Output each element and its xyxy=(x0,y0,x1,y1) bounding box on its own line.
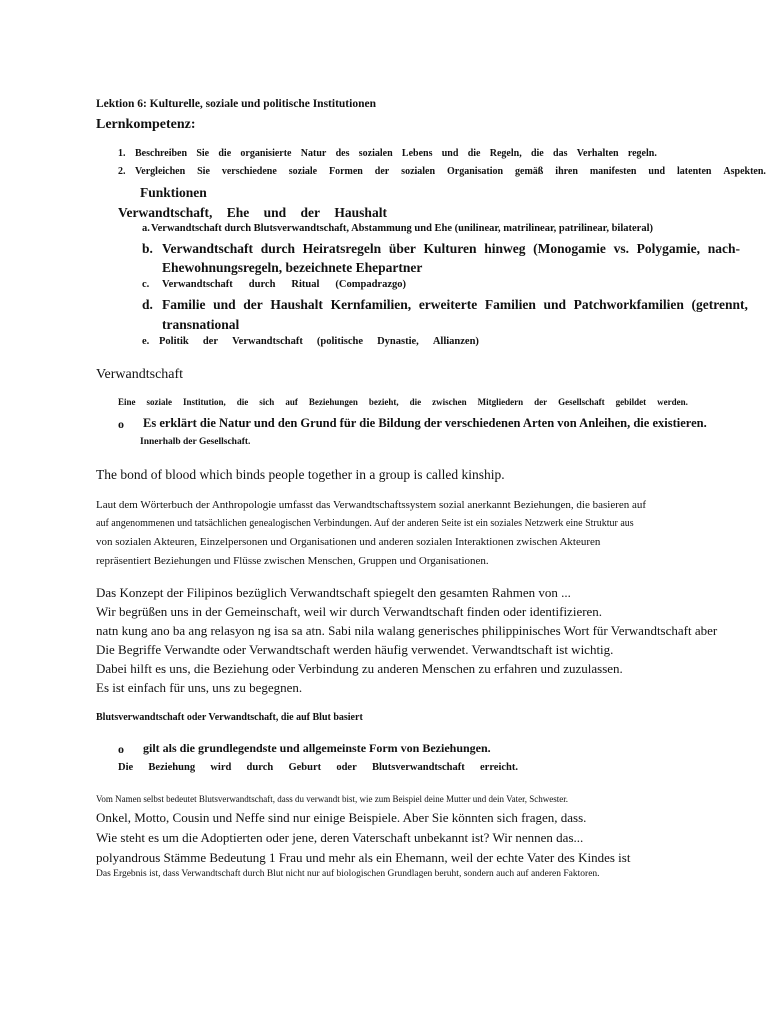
competence-heading: Lernkompetenz: xyxy=(96,117,196,132)
kinship-bullet-text: Es erklärt die Natur und den Grund für die Bildung der verschiedenen Arten von Anleihen, die existieren. xyxy=(143,416,707,430)
word: Verwandtschaft xyxy=(232,336,303,347)
dictionary-line-1: Laut dem Wörterbuch der Anthropologie umfasst das Verwandtschaftssystem sozial anerkannt Beziehungen, die basieren auf xyxy=(96,499,647,511)
word: Institution, xyxy=(183,397,226,407)
word: der xyxy=(534,397,548,407)
word: Regeln, xyxy=(489,148,522,159)
word: Ritual xyxy=(291,279,320,290)
word: Ehe xyxy=(226,205,250,220)
word: Haushalt xyxy=(334,205,387,220)
word: die xyxy=(236,397,249,407)
item-e-text xyxy=(159,336,479,348)
word: der xyxy=(243,297,263,312)
word: die xyxy=(218,148,232,159)
word: des xyxy=(335,148,350,159)
dictionary-line-4: repräsentiert Beziehungen und Flüsse zwischen Menschen, Gruppen und Organisationen. xyxy=(96,555,489,567)
blood-bullet-text: gilt als die grundlegendste und allgemeinste Form von Beziehungen. xyxy=(143,741,491,755)
word: Polygamie, xyxy=(636,241,701,256)
word: Sie xyxy=(197,166,210,177)
word: vs. xyxy=(613,241,629,256)
competency-text-2 xyxy=(135,166,766,178)
filipino-line-1: Das Konzept der Filipinos bezüglich Verwandtschaft spiegelt den gesamten Rahmen von ... xyxy=(96,585,571,600)
blood-name-line: Vom Namen selbst bedeutet Blutsverwandtschaft, dass du verwandt bist, wie zum Beispiel deine Mutter und dein Vater, Schwester. xyxy=(96,794,568,804)
word: erweiterte xyxy=(418,297,478,312)
word: Haushalt xyxy=(270,297,323,312)
competency-marker-2: 2. xyxy=(118,166,126,177)
word: Die xyxy=(118,762,134,773)
dictionary-line-2: auf angenommenen und tatsächlichen genealogischen Verbindungen. Auf der anderen Seite ist ein soziales Netzwerk eine Struktur aus xyxy=(96,518,634,529)
word: wird xyxy=(210,762,232,773)
word: hinweg xyxy=(484,241,526,256)
item-a-marker: a. xyxy=(142,223,150,234)
item-d-marker: d. xyxy=(142,297,153,312)
word: (politische xyxy=(316,336,363,347)
word: nach- xyxy=(707,241,740,256)
word: das xyxy=(553,148,568,159)
word: Dynastie, xyxy=(377,336,419,347)
word: Vergleichen xyxy=(135,166,186,177)
item-b-text xyxy=(162,241,740,257)
word: der xyxy=(374,166,390,177)
word: Kernfamilien, xyxy=(330,297,412,312)
word: die xyxy=(530,148,544,159)
blood-example-line-2: Wie steht es um die Adoptierten oder jene, deren Vaterschaft unbekannt ist? Wir nennen das... xyxy=(96,830,584,845)
item-b-marker: b. xyxy=(142,241,153,256)
blood-conclusion: Das Ergebnis ist, dass Verwandtschaft durch Blut nicht nur auf biologischen Grundlagen beruht, sondern auch auf anderen Faktoren. xyxy=(96,869,600,879)
word: durch xyxy=(260,241,295,256)
word: sozialen xyxy=(401,166,436,177)
dictionary-line-3: von sozialen Akteuren, Einzelpersonen und Organisationen und anderen sozialen Interaktionen zwischen Akteuren xyxy=(96,536,601,548)
blood-example-line-1: Onkel, Motto, Cousin und Neffe sind nur einige Beispiele. Aber Sie könnten sich fragen, dass. xyxy=(96,810,587,825)
word: soziale xyxy=(288,166,318,177)
word: organisierte xyxy=(240,148,292,159)
word: Familien xyxy=(484,297,536,312)
word: durch xyxy=(248,279,276,290)
word: Verwandtschaft xyxy=(162,279,233,290)
word: und xyxy=(441,148,459,159)
kinship-bullet-subtext: Innerhalb der Gesellschaft. xyxy=(140,437,251,447)
word: Eine xyxy=(118,397,136,407)
filipino-line-2: Wir begrüßen uns in der Gemeinschaft, weil wir durch Verwandtschaft finden oder identifizieren. xyxy=(96,604,603,619)
item-e-marker: e. xyxy=(142,336,150,347)
word: der xyxy=(202,336,218,347)
word: Patchworkfamilien xyxy=(573,297,684,312)
word: Beziehungen xyxy=(308,397,358,407)
word: erreicht. xyxy=(480,762,518,773)
word: Verwandtschaft xyxy=(162,241,253,256)
word: Mitgliedern xyxy=(477,397,524,407)
word: Heiratsregeln xyxy=(302,241,382,256)
kinship-section-heading: Verwandtschaft xyxy=(96,367,184,382)
word: und xyxy=(263,205,287,220)
word: (Compadrazgo) xyxy=(335,279,406,290)
item-d-text xyxy=(162,297,748,313)
filipino-line-6: Es ist einfach für uns, uns zu begegnen. xyxy=(96,680,303,695)
kinship-bullet-marker: o xyxy=(118,417,124,431)
word: Politik xyxy=(159,336,189,347)
word: bezieht, xyxy=(368,397,399,407)
word: der xyxy=(300,205,321,220)
blood-bullet-marker: o xyxy=(118,742,124,756)
blood-bond-sentence: The bond of blood which binds people together in a group is called kinship. xyxy=(96,467,505,482)
word: auf xyxy=(285,397,298,407)
kinship-family-heading xyxy=(118,205,387,221)
word: Aspekten. xyxy=(723,166,766,177)
competency-marker-1: 1. xyxy=(118,148,126,159)
word: soziale xyxy=(146,397,173,407)
word: verschiedene xyxy=(221,166,277,177)
filipino-line-4: Die Begriffe Verwandte oder Verwandtschaft werden häufig verwendet. Verwandtschaft ist wichtig. xyxy=(96,642,614,657)
word: Sie xyxy=(196,148,210,159)
item-d-continuation: transnational xyxy=(162,317,240,332)
word: über xyxy=(388,241,416,256)
word: die xyxy=(409,397,422,407)
filipino-line-5: Dabei hilft es uns, die Beziehung oder Verbindung zu anderen Menschen zu erfahren und zuzulassen. xyxy=(96,661,623,676)
word: Verwandtschaft, xyxy=(118,205,213,220)
functions-heading: Funktionen xyxy=(140,185,207,200)
word: gebildet xyxy=(615,397,647,407)
item-c-marker: c. xyxy=(142,279,150,290)
word: Geburt xyxy=(288,762,322,773)
word: und xyxy=(213,297,236,312)
word: Natur xyxy=(300,148,327,159)
blood-section-heading: Blutsverwandtschaft oder Verwandtschaft, die auf Blut basiert xyxy=(96,712,363,723)
word: Lebens xyxy=(401,148,433,159)
filipino-line-3: natn kung ano ba ang relasyon ng isa sa atn. Sabi nila walang generisches philippinisches Wort für Verwandtschaft aber xyxy=(96,623,718,638)
word: Gesellschaft xyxy=(558,397,605,407)
word: gemäß xyxy=(515,166,544,177)
word: manifesten xyxy=(589,166,637,177)
word: Allianzen) xyxy=(432,336,479,347)
word: (getrennt, xyxy=(691,297,748,312)
item-a-text: Verwandtschaft durch Blutsverwandtschaft, Abstammung und Ehe (unilinear, matrilinear, patrilinear, bilateral) xyxy=(151,223,654,234)
word: werden. xyxy=(657,397,688,407)
word: Verhalten xyxy=(576,148,619,159)
competency-text-1 xyxy=(135,148,657,160)
word: Beschreiben xyxy=(135,148,188,159)
word: Blutsverwandtschaft xyxy=(372,762,465,773)
blood-bullet-subtext xyxy=(118,762,518,774)
word: durch xyxy=(246,762,274,773)
word: ihren xyxy=(555,166,578,177)
word: (Monogamie xyxy=(533,241,606,256)
word: und xyxy=(543,297,567,312)
lesson-title: Lektion 6: Kulturelle, soziale und politische Institutionen xyxy=(96,98,376,110)
word: latenten xyxy=(677,166,712,177)
word: die xyxy=(467,148,481,159)
kinship-definition xyxy=(118,397,688,407)
word: Kulturen xyxy=(423,241,477,256)
word: sozialen xyxy=(358,148,393,159)
word: sich xyxy=(259,397,275,407)
blood-example-line-3: polyandrous Stämme Bedeutung 1 Frau und mehr als ein Ehemann, weil der echte Vater des Kindes ist xyxy=(96,850,631,865)
word: oder xyxy=(336,762,357,773)
word: Beziehung xyxy=(148,762,196,773)
item-c-text xyxy=(162,279,406,291)
word: Formen xyxy=(328,166,363,177)
word: regeln. xyxy=(627,148,657,159)
word: Organisation xyxy=(446,166,504,177)
word: und xyxy=(648,166,666,177)
word: Familie xyxy=(162,297,206,312)
item-b-continuation: Ehewohnungsregeln, bezeichnete Ehepartner xyxy=(162,260,423,275)
word: zwischen xyxy=(432,397,467,407)
